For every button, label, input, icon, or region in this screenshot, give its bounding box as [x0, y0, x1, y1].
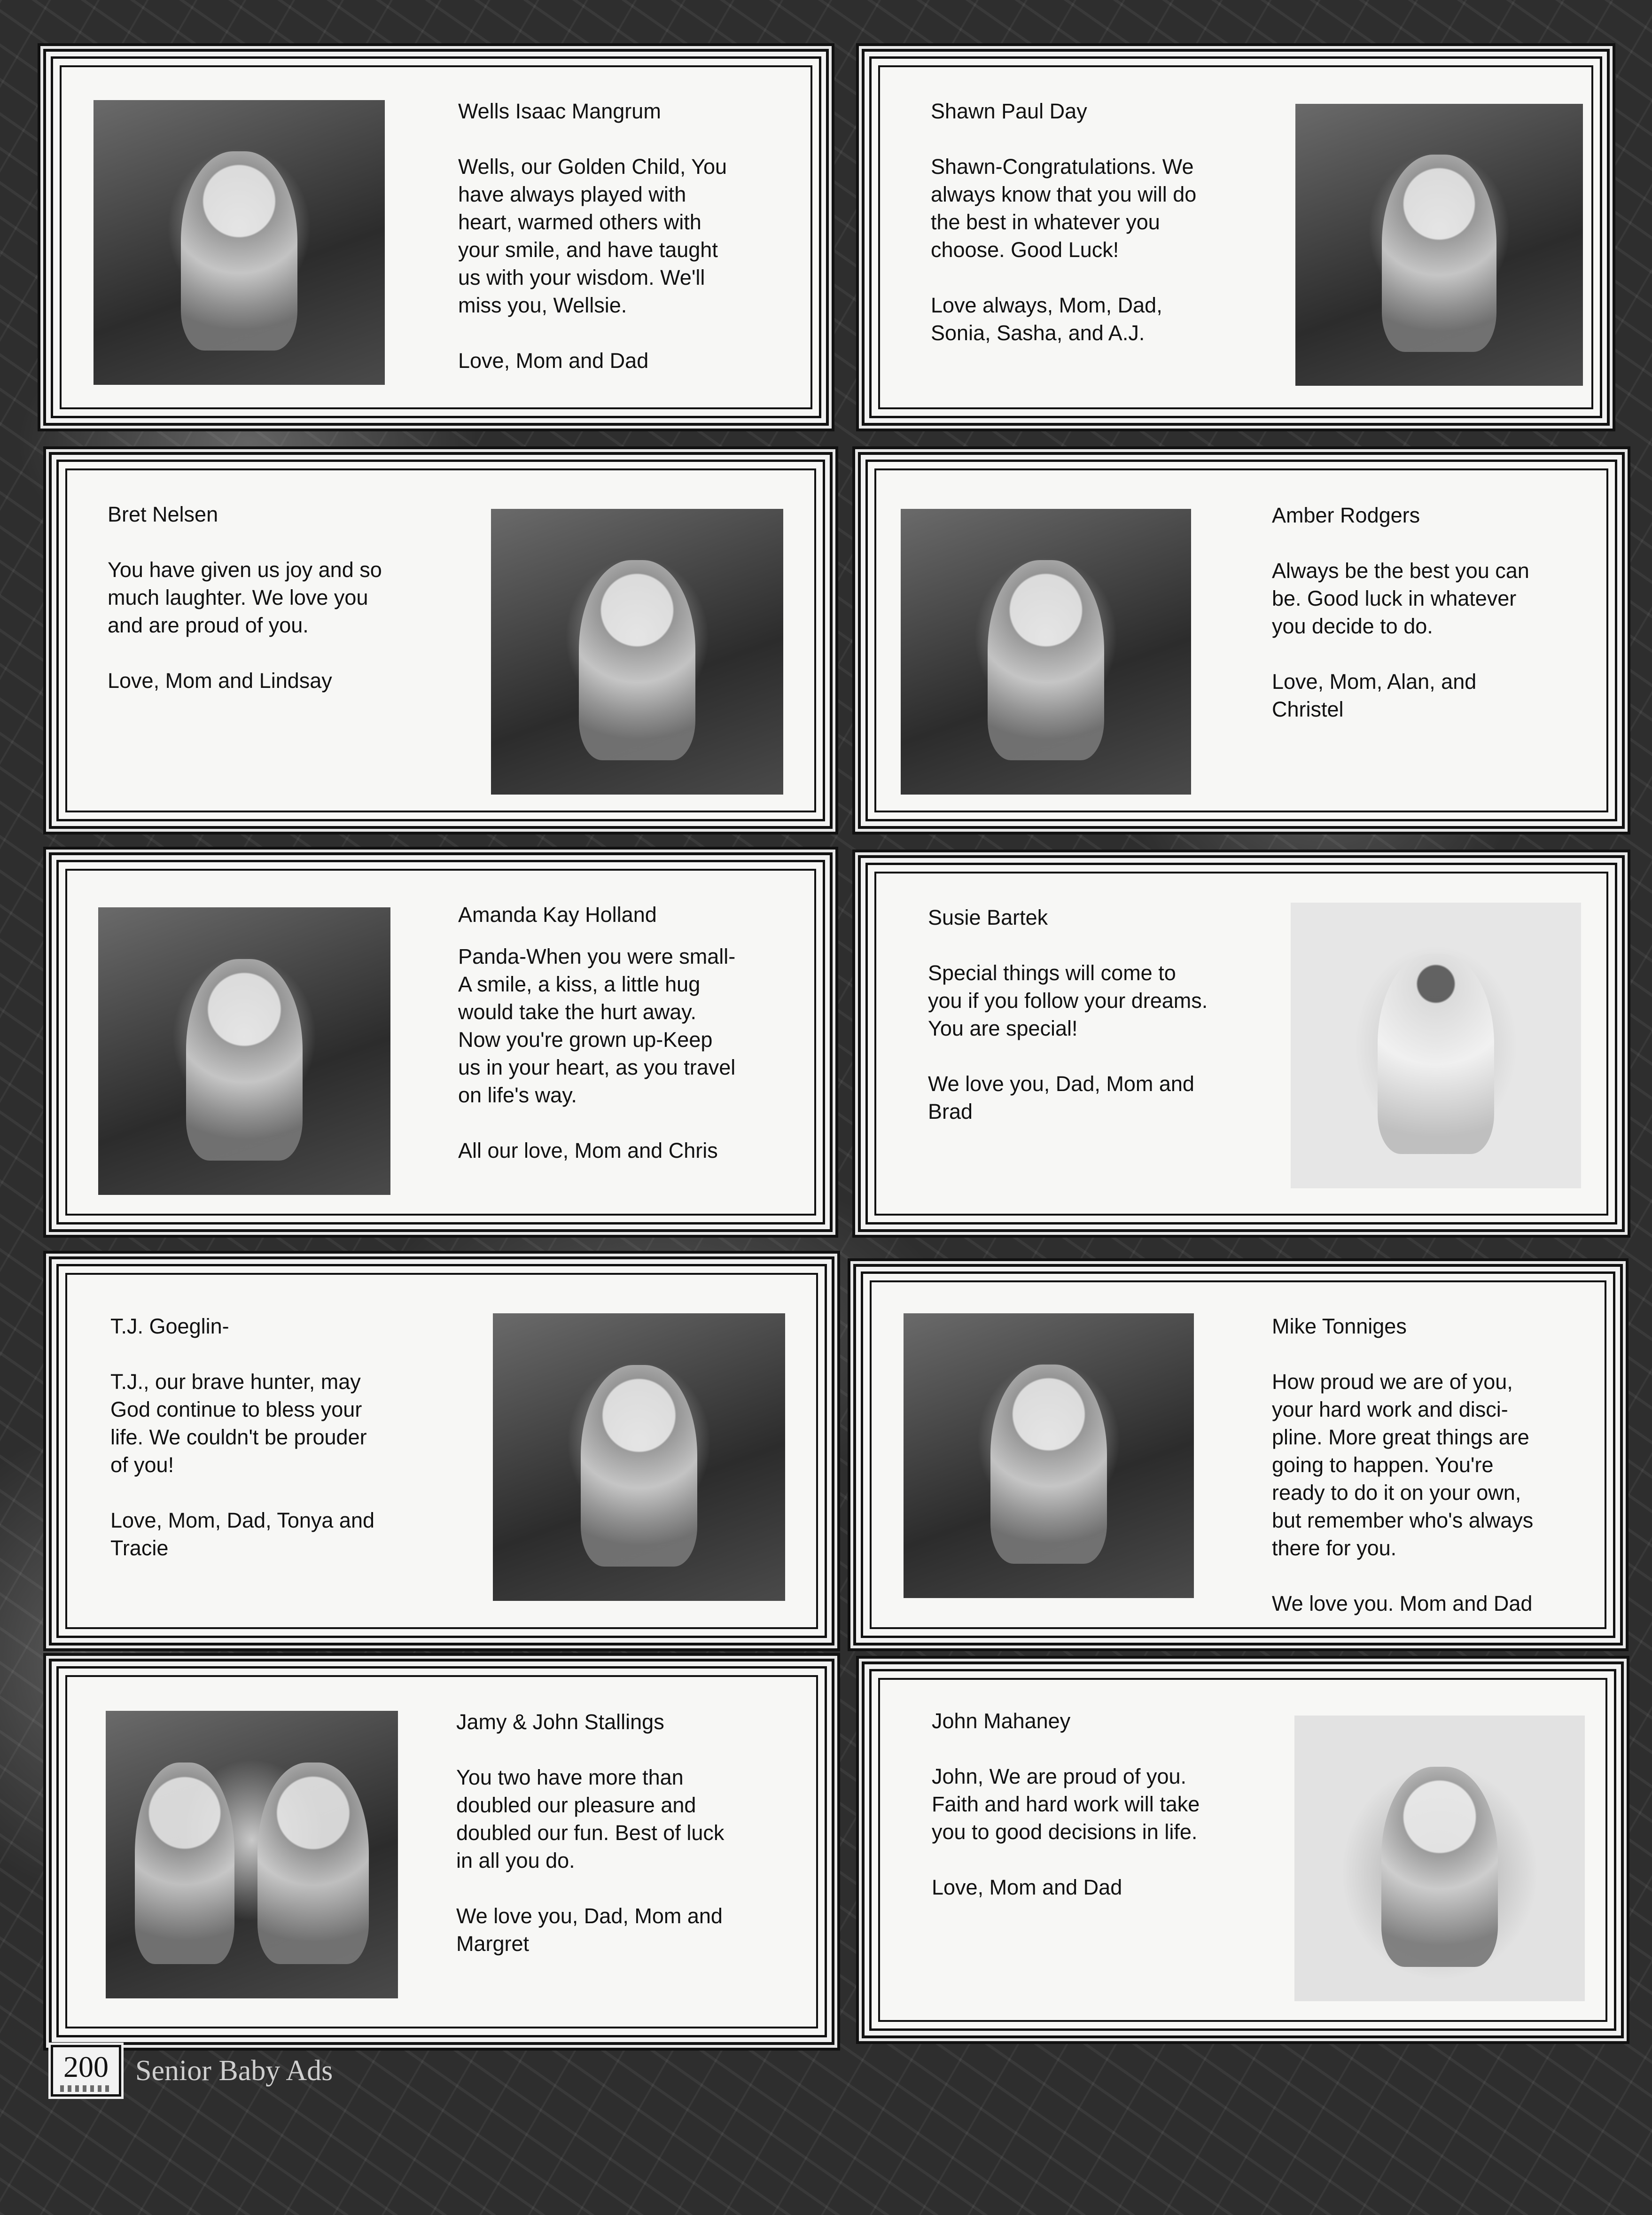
- baby-photo: [493, 1313, 785, 1601]
- ad-card-bret-nelsen: [56, 460, 825, 821]
- baby-photo: [106, 1711, 398, 1998]
- ad-text: [108, 500, 455, 722]
- ad-name: Amanda Kay Holland: [458, 903, 657, 927]
- ad-message: Always be the best you can be. Good luck in whatever you decide to do.: [1272, 559, 1529, 638]
- ad-message: Shawn-Congratulations. We always know that you will do the best in whatever you choose. Good Luck!: [931, 155, 1197, 262]
- baby-photo: [1291, 903, 1581, 1188]
- ad-card-susie-bartek: [865, 863, 1617, 1224]
- ad-name: Shawn Paul Day: [931, 99, 1087, 123]
- ad-text: [110, 1312, 458, 1590]
- baby-photo: [1294, 1716, 1585, 2001]
- ad-message: Special things will come to you if you follow your dreams. You are special!: [928, 961, 1208, 1040]
- page-number-box: [51, 2045, 121, 2097]
- ad-message: John, We are proud of you. Faith and hard work will take you to good decisions in life.: [932, 1764, 1200, 1844]
- ad-signature: We love you, Dad, Mom and Brad: [928, 1072, 1194, 1123]
- ad-name: T.J. Goeglin-: [110, 1314, 229, 1338]
- ad-signature: Love, Mom, Dad, Tonya and Tracie: [110, 1508, 374, 1560]
- baby-photo: [98, 907, 390, 1195]
- ad-message: You two have more than doubled our pleasure and doubled our fun. Best of luck in all you do.: [456, 1765, 725, 1872]
- ad-name: Amber Rodgers: [1272, 503, 1420, 527]
- ad-signature: All our love, Mom and Chris: [458, 1139, 718, 1162]
- baby-photo: [1295, 104, 1583, 386]
- ad-signature: We love you, Dad, Mom and Margret: [456, 1904, 723, 1956]
- ad-card-john-mahaney: [869, 1669, 1616, 2031]
- ad-name: Wells Isaac Mangrum: [458, 99, 661, 123]
- ad-name: Mike Tonniges: [1272, 1314, 1407, 1338]
- ad-name: John Mahaney: [932, 1709, 1071, 1733]
- ad-signature: We love you. Mom and Dad: [1272, 1591, 1533, 1615]
- baby-photo: [901, 509, 1191, 795]
- ad-message: You have given us joy and so much laughter. We love you and are proud of you.: [108, 558, 382, 637]
- page-footer: [51, 2045, 333, 2097]
- ad-message: T.J., our brave hunter, may God continue to bless your life. We couldn't be prouder of you!: [110, 1370, 367, 1477]
- ad-signature: Love, Mom and Dad: [932, 1875, 1122, 1899]
- ad-text: [1272, 1312, 1605, 1645]
- ad-card-amanda-holland: [56, 860, 825, 1224]
- ad-card-mike-tonniges: [861, 1271, 1615, 1638]
- ad-text: [928, 904, 1276, 1153]
- ad-signature: Love, Mom and Dad: [458, 349, 649, 373]
- ad-message: Wells, our Golden Child, You have always played with heart, warmed others with your smile, and have taught us with your wisdom. We'll miss you, Wellsie.: [458, 155, 727, 317]
- ad-name: Jamy & John Stallings: [456, 1710, 664, 1734]
- ad-name: Susie Bartek: [928, 905, 1048, 929]
- ad-text: [458, 97, 796, 402]
- baby-photo: [94, 100, 385, 385]
- wave-ornament: [60, 2085, 112, 2092]
- ad-card-amber-rodgers: [865, 460, 1617, 821]
- ad-card-stallings: [56, 1666, 827, 2037]
- ad-signature: Love always, Mom, Dad, Sonia, Sasha, and A.J.: [931, 293, 1162, 345]
- ad-text: [456, 1708, 804, 1985]
- ad-card-tj-goeglin: [56, 1264, 827, 1638]
- ad-signature: Love, Mom and Lindsay: [108, 669, 332, 693]
- baby-photo: [491, 509, 783, 795]
- baby-photo: [904, 1313, 1194, 1598]
- ad-name: Bret Nelsen: [108, 502, 218, 526]
- ad-signature: Love, Mom, Alan, and Christel: [1272, 670, 1477, 721]
- ad-card-wells-mangrum: [51, 56, 821, 418]
- ad-text: [1272, 501, 1601, 751]
- ad-message: Panda-When you were small- A smile, a kiss, a little hug would take the hurt away. Now you're grown up-Keep us in your heart, as you travel on life's way.: [458, 944, 736, 1107]
- ad-text: [458, 901, 806, 1192]
- ad-message: How proud we are of you, your hard work and disci- pline. More great things are going to happen. You're ready to do it on your own, but remember who's always there for you.: [1272, 1370, 1534, 1560]
- ad-text: [931, 97, 1278, 374]
- page-number: 200: [63, 2050, 109, 2083]
- section-title: Senior Baby Ads: [135, 2054, 333, 2087]
- ad-text: [932, 1707, 1279, 1929]
- ad-card-shawn-day: [869, 56, 1602, 418]
